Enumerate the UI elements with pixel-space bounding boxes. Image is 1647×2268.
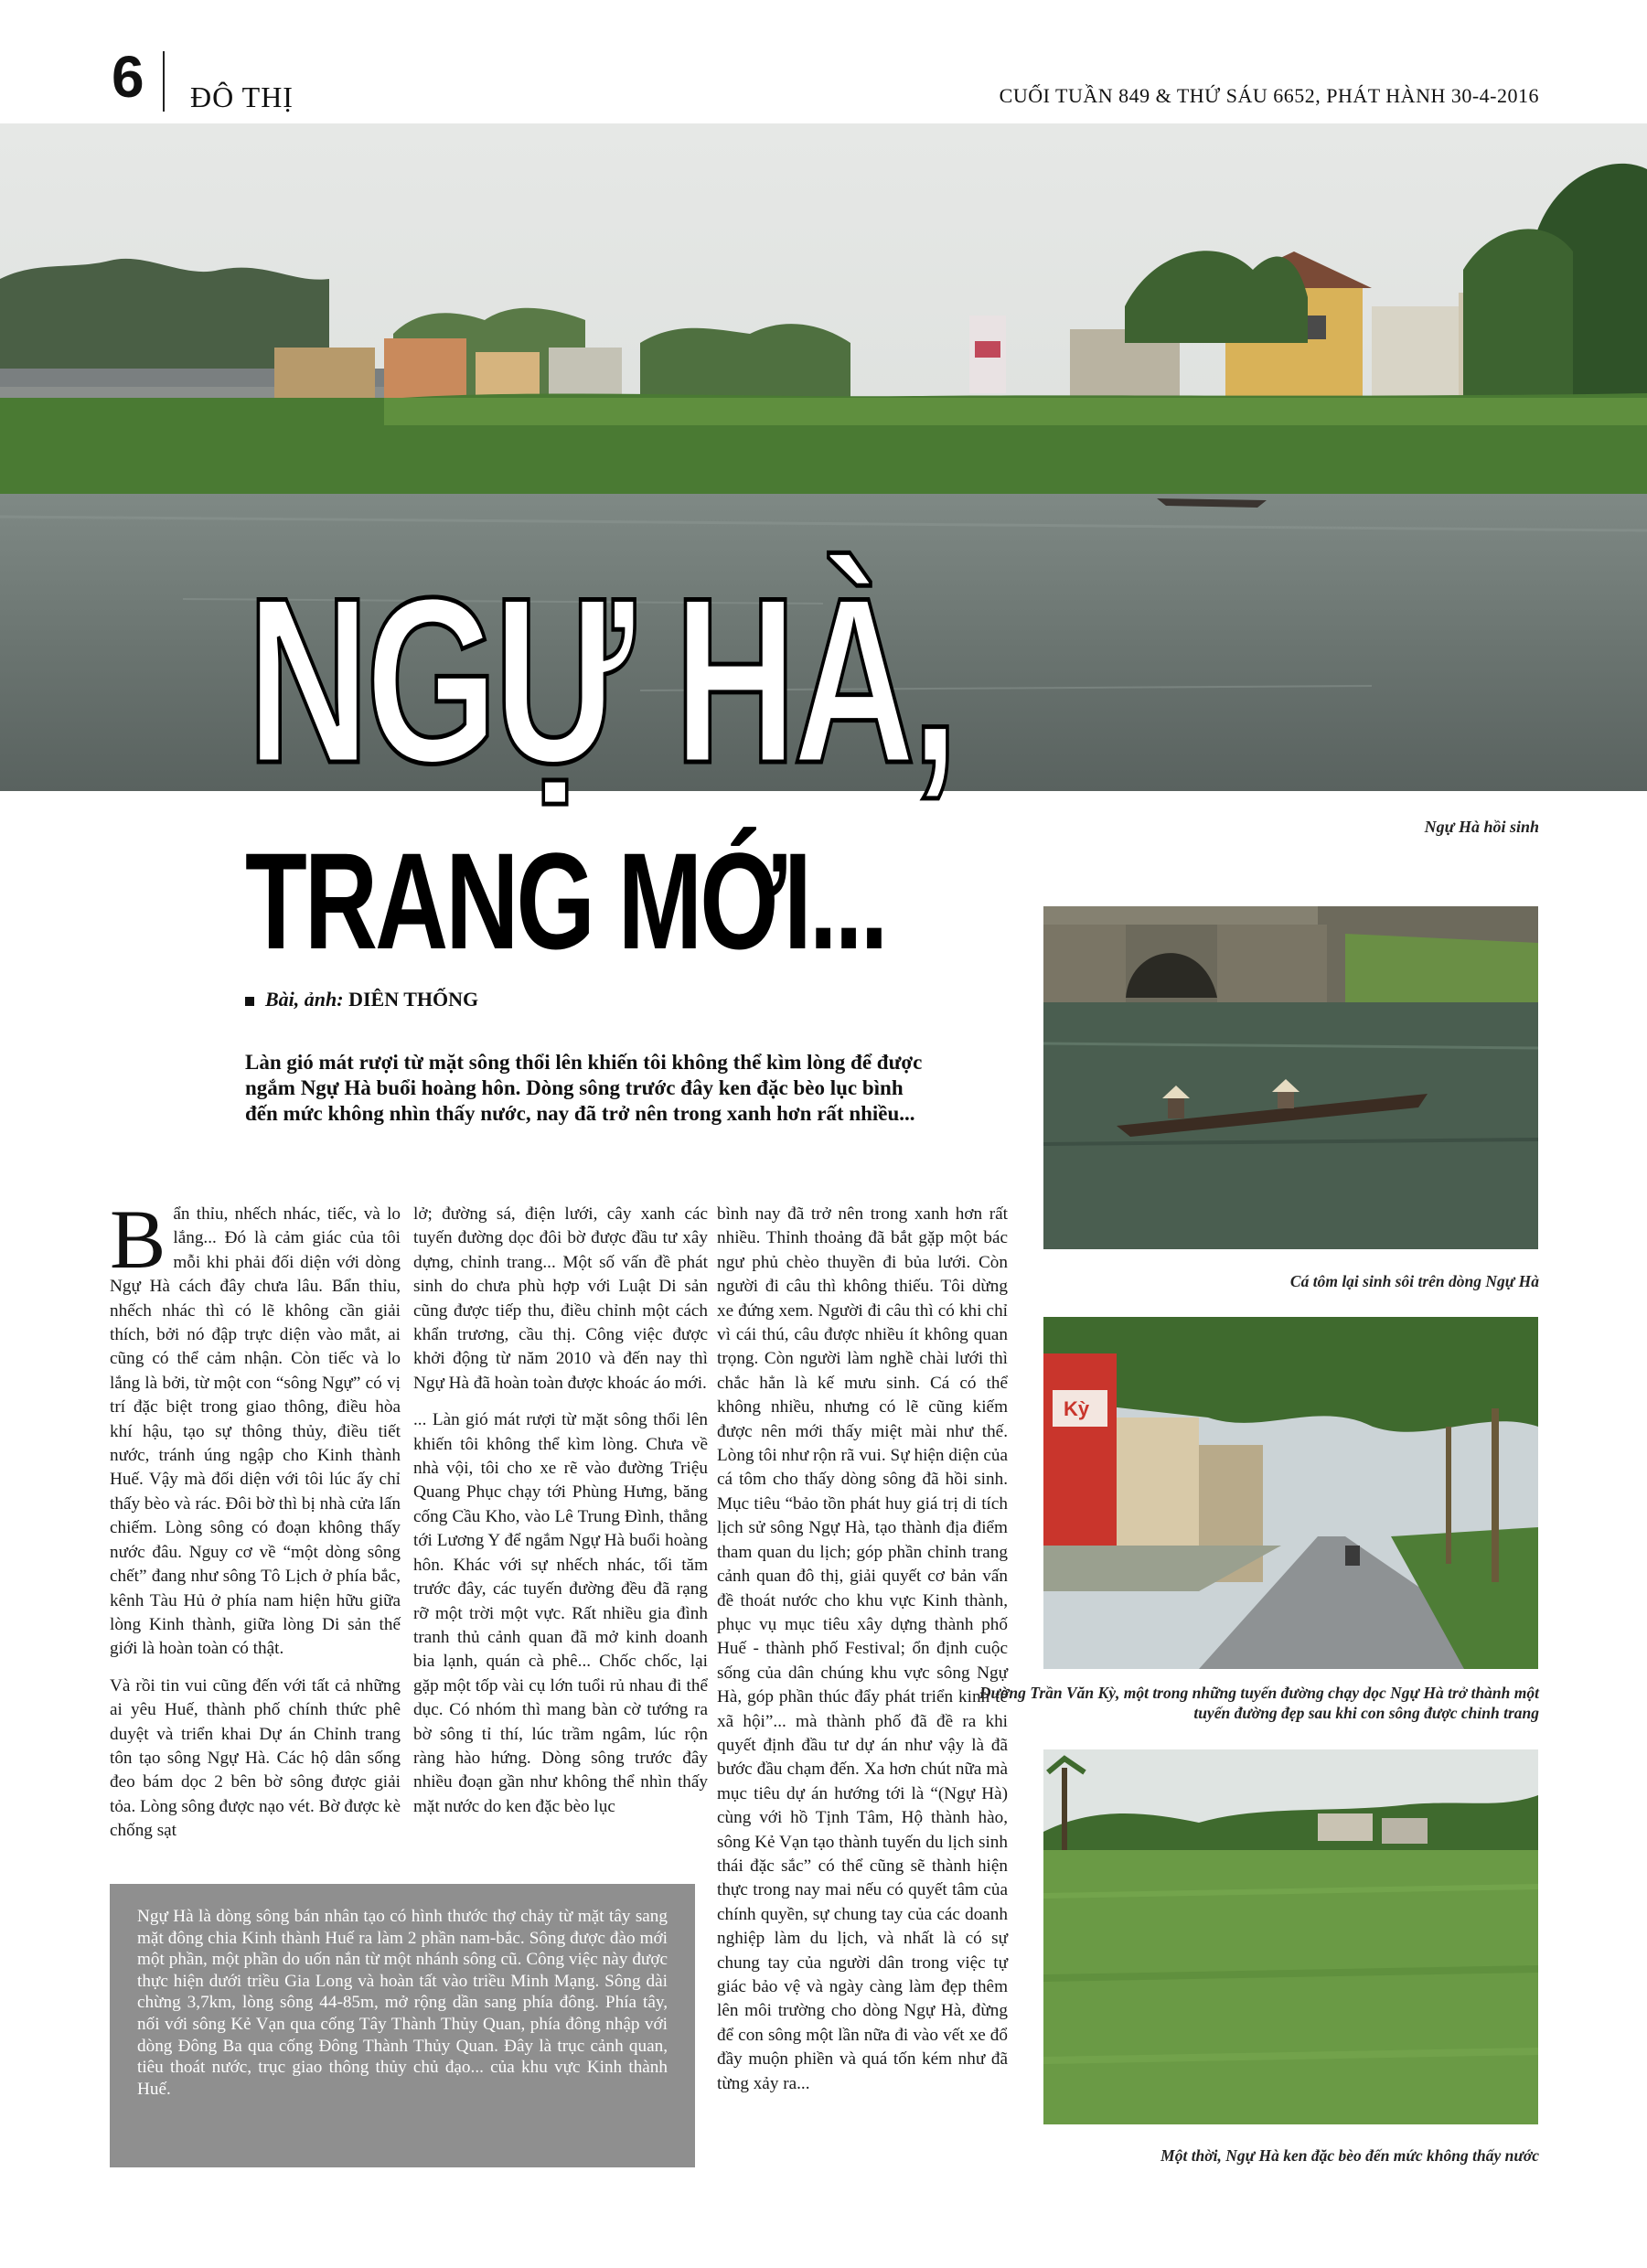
section-title: ĐÔ THỊ <box>190 80 294 113</box>
byline <box>245 988 478 1011</box>
caption-boat: Cá tôm lại sinh sôi trên dòng Ngự Hà <box>1289 1272 1539 1290</box>
page-number: 6 <box>112 44 144 110</box>
body-paragraph: Và rồi tin vui cũng đến với tất cả những ai yêu Huế, thành phố chính thức phê duyệt và triển khai Dự án Chỉnh trang tôn tạo sông Ngự Hà. Các hộ dân sống đeo bám dọc 2 bên bờ sông được giải tỏa. Lòng sông được nạo vét. Bờ được kè chống sạt <box>110 1675 401 1841</box>
body-paragraph: lở; đường sá, điện lưới, cây xanh các tuyến đường dọc đôi bờ được đầu tư xây dựng, chỉnh trang... Một số vấn đề phát sinh do chưa phù hợp với Luật Di sản cũng được tiếp thu, điều chỉnh một cách khẩn trương, cầu thị. Công việc được khởi động từ năm 2010 và đến nay thì Ngự Hà đã hoàn toàn được khoác áo mới. <box>413 1204 708 1393</box>
shop-sign-text: Kỳ <box>1064 1397 1090 1420</box>
body-column-1 <box>110 1193 401 1856</box>
issue-info: CUỐI TUẦN 849 & THỨ SÁU 6652, PHÁT HÀNH 30-4-2016 <box>999 84 1539 107</box>
photo-street <box>1043 1317 1538 1669</box>
body-column-3 <box>717 1203 1008 2109</box>
body-paragraph: ... Làn gió mát rượi từ mặt sông thổi lên khiến tôi không thể kìm lòng. Chưa về nhà vội, tôi cho xe rẽ vào đường Triệu Quang Phục chạy tới Phùng Hưng, băng cống Cầu Kho, vào Lê Trung Đình, thẳng tới Lương Y để ngắm Ngự Hà buổi hoàng hôn. Khác với sự nhếch nhác, tối tăm trước đây, các tuyến đường đều đã rạng rỡ một trời một vực. Rất nhiều gia đình tranh thủ cảnh quan đã mở kinh doanh bia lạnh, quán cà phê... Chốc chốc, lại gặp một tốp vài cụ lớn tuổi rủ nhau đi thể dục. Có nhóm thì mang bàn cờ tướng ra bờ sông tỉ thí, lúc trầm ngâm, lúc rộn ràng hào hứng. Dòng sông trước đây nhiều đoạn gần như không thể nhìn thấy mặt nước do ken đặc bèo lục <box>413 1410 708 1816</box>
body-paragraph: ẩn thỉu, nhếch nhác, tiếc, và lo lắng... Đó là cảm giác của tôi mỗi khi phải đối diện với dòng Ngự Hà cách đây chưa lâu. Bẩn thỉu, nhếch nhác thì có lẽ không cần giải thích, bởi nó đập trực diện vào mắt, ai cũng có thể cảm nhận. Còn tiếc và lo lắng là bởi, từ một con “sông Ngự” có vị trí đặc biệt trong giao thông, điều hòa khí hậu, tạo sự thông thủy, điều tiết nước, tránh úng ngập cho Kinh thành Huế. Vậy mà đối diện với tôi lúc ấy chỉ thấy bèo và rác. Đôi bờ thì bị nhà cửa lấn chiếm. Lòng sông có đoạn không thấy nước đâu. Nguy cơ về “một dòng sông chết” đang như sông Tô Lịch ở phía bắc, kênh Tàu Hủ ở phía nam hiện hữu giữa lòng Kinh thành, giữa lòng Di sản thế giới là hoàn toàn có thật. <box>110 1204 401 1659</box>
info-box: Ngự Hà là dòng sông bán nhân tạo có hình thước thợ chảy từ mặt tây sang mặt đông chia Kinh thành Huế ra làm 2 phần nam-bắc. Sông được đào mới một phần, một phần do uốn nắn từ một nhánh sông cũ. Công việc này được thực hiện dưới triều Gia Long và hoàn tất vào triều Minh Mạng. Sông dài chừng 3,7km, lòng sông 44-85m, mở rộng dần sang phía đông. Phía tây, nối với sông Kẻ Vạn qua cống Tây Thành Thủy Quan, phía đông nhập với dòng Đông Ba qua cống Đông Thành Thủy Quan. Đây là trục cảnh quan, tiêu thoát nước, trục giao thông thủy chủ đạo... của khu vực Kinh thành Huế. <box>110 1884 695 2167</box>
photo-field <box>1043 1749 1538 2124</box>
body-paragraph: bình nay đã trở nên trong xanh hơn rất nhiều. Thỉnh thoảng đã bắt gặp một bác ngư phủ chèo thuyền đi bủa lưới. Còn người đi câu thì không thiếu. Tôi dừng xe đứng xem. Người đi câu thì có khi chỉ vì cái thú, câu được nhiều ít không quan trọng. Còn người làm nghề chài lưới thì chắc hẳn là kế mưu sinh. Cá có thể không nhiều, nhưng có lẽ cũng kiếm được nên mới thấy miệt mài như thế. Lòng tôi như rộn rã vui. Sự hiện diện của cá tôm cho thấy dòng sông đã hồi sinh. Mục tiêu “bảo tồn phát huy giá trị di tích lịch sử sông Ngự Hà, tạo thành địa điểm tham quan du lịch; góp phần chỉnh trang cảnh quan đô thị, giải quyết cơ bản vấn đề thoát nước cho khu vực Kinh thành, phục vụ mục tiêu xây dựng thành phố Huế - thành phố Festival; ổn định cuộc sống của dân chúng khu vực sông Ngự Hà, góp phần thúc đẩy phát triển kinh tế xã hội”... mà thành phố đã đề ra khi quyết định đầu tư dự án như vậy là đã bước đầu chạm đến. Xa hơn chút nữa mà mục tiêu dự án hướng tới là “(Ngự Hà) cùng với hồ Tịnh Tâm, Hộ thành hào, sông Kẻ Vạn tạo thành tuyến du lịch sinh thái đặc sắc” có thể cũng sẽ thành hiện thực trong nay mai nếu có quyết tâm của chính quyền, sự chung tay của các doanh nghiệp làm du lịch, và nhất là có sự chung tay của người dân trong việc tự giác bảo vệ và ngày càng làm đẹp thêm lên môi trường cho dòng Ngự Hà, đừng để con sông một lần nữa đi vào vết xe đổ đầy muộn phiền và quá tốn kém như đã từng xảy ra... <box>717 1204 1008 2093</box>
headline-line-2: TRANG MỚI... <box>245 824 886 978</box>
lead-paragraph: Làn gió mát rượi từ mặt sông thổi lên khiến tôi không thể kìm lòng để được ngắm Ngự Hà buổi hoàng hôn. Dòng sông trước đây ken đặc bèo lục bình đến mức không nhìn thấy nước, nay đã trở nên trong xanh hơn rất nhiều... <box>245 1051 923 1125</box>
bullet-square <box>245 997 254 1006</box>
headline-line-1: NGỰ HÀ, <box>247 548 956 812</box>
drop-cap: B <box>110 1193 166 1286</box>
caption-street: Đường Trần Văn Kỳ, một trong những tuyến đường chạy dọc Ngự Hà trở thành một tuyến đường đẹp sau khi con sông được chỉnh trang <box>979 1684 1539 1722</box>
photo-boat <box>1043 906 1538 1249</box>
header-divider <box>163 51 165 112</box>
byline-label: Bài, ảnh: <box>265 988 344 1011</box>
caption-field: Một thời, Ngự Hà ken đặc bèo đến mức không thấy nước <box>1160 2146 1539 2165</box>
hero-caption: Ngự Hà hồi sinh <box>1424 818 1539 836</box>
body-column-2 <box>413 1203 708 1832</box>
author-name: DIÊN THỐNG <box>348 988 479 1011</box>
